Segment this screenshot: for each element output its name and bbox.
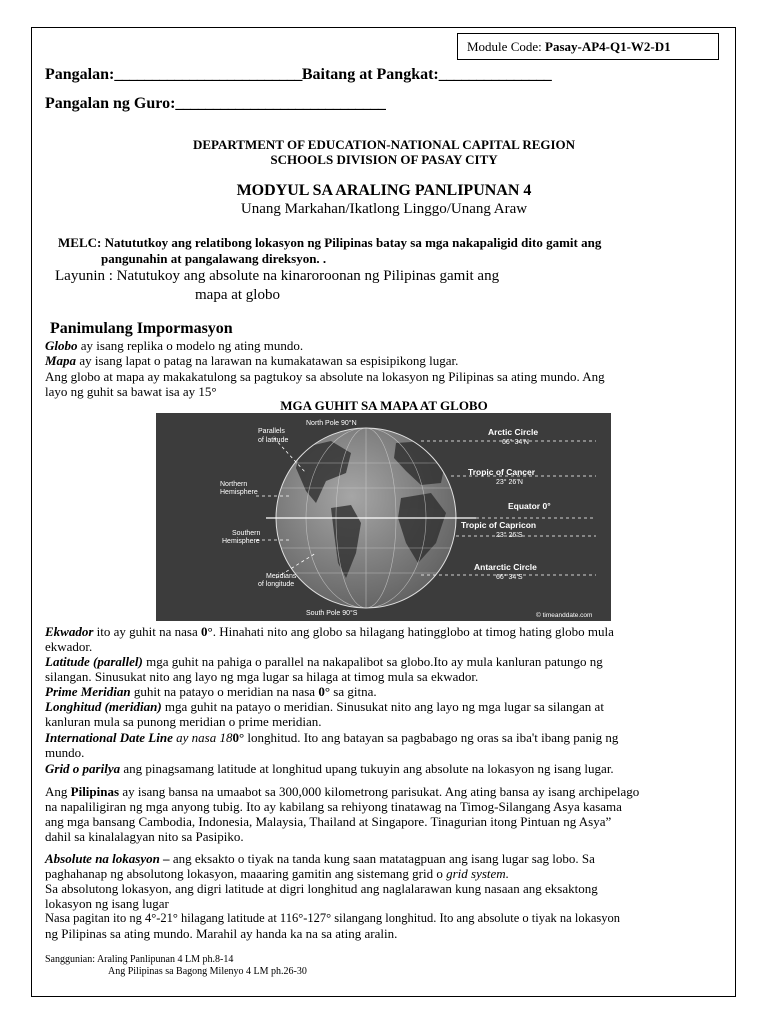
idl-definition — [45, 730, 618, 745]
globe-diagram — [156, 413, 611, 621]
idl-term: International Date Line — [45, 730, 173, 745]
department-heading: DEPARTMENT OF EDUCATION-NATIONAL CAPITAL REGION — [192, 137, 576, 152]
arctic-circle-degree: 66° 34’N — [502, 439, 529, 446]
globe-icon — [266, 428, 476, 608]
layunin-line-2: mapa at globo — [195, 287, 280, 303]
north-pole-label: North Pole 90°N — [306, 420, 357, 427]
prime-meridian-definition — [45, 684, 377, 699]
absolute-line-4: lokasyon ng isang lugar — [45, 896, 169, 911]
prime-meridian-term: Prime Meridian — [45, 684, 131, 699]
tropic-cancer-label: Tropic of Cancer — [468, 467, 536, 477]
intro-line-4: layo ng guhit sa bawat isa ay 15° — [45, 384, 217, 399]
name-label: Pangalan: — [45, 66, 115, 83]
tropic-capricorn-degree: 23° 26’S — [496, 532, 523, 539]
mapa-term: Mapa — [45, 353, 77, 368]
pilipinas-text-a: Ang — [45, 784, 71, 799]
ekwador-definition — [45, 624, 614, 639]
module-title: MODYUL SA ARALING PANLIPUNAN 4 — [236, 182, 532, 199]
name-line[interactable]: _________________________ — [114, 66, 302, 83]
arctic-circle-label: Arctic Circle — [488, 427, 539, 437]
absolute-line-5: Nasa pagitan ito ng 4°-21° hilagang latitude at 116°-127° silangang longhitud. Ito ang absolute o tiyak na lokasyon — [45, 911, 620, 925]
prime-meridian-text-1: guhit na patayo o meridian na nasa — [130, 684, 319, 699]
ekwador-term: Ekwador — [45, 624, 94, 639]
southern-hemisphere-label-1: Southern — [232, 530, 261, 537]
pilipinas-line-3: ang mga bansang Cambodia, Indonesia, Malaysia, Thailand at Singapore. Tinagurian itong Pintuan ng Asya” — [45, 814, 612, 829]
absolute-text-2a: paghahanap ng absolutong lokasyon, maaaring gamitin ang sistemang grid o — [45, 866, 447, 881]
teacher-field-row — [45, 95, 385, 113]
melc-line-1: MELC: Natututkoy ang relatibong lokasyon ng Pilipinas batay sa mga nakapaligid dito gamit ang — [58, 235, 602, 250]
latitude-text: mga guhit na pahiga o parallel na nakapalibot sa globo.Ito ay mula kanluran patungo ng — [142, 654, 603, 669]
meridians-label-1: Meridians — [266, 573, 297, 580]
grid-definition — [45, 761, 614, 776]
absolute-line-1 — [45, 851, 595, 866]
image-credit: © timeanddate.com — [536, 612, 593, 619]
pilipinas-text-c: ay isang bansa na umaabot sa 300,000 kilometrong parisukat. Ang ating bansa ay isang archipelago — [119, 784, 640, 799]
antarctic-circle-label: Antarctic Circle — [474, 562, 537, 572]
module-code-value: Pasay-AP4-Q1-W2-D1 — [545, 39, 671, 54]
name-field-row — [45, 66, 551, 84]
latitude-line-2: silangan. Sinusukat nito ang layo ng mga lugar sa hilaga at timog mula sa ekwador. — [45, 669, 479, 684]
parallels-label-1: Parallels — [258, 428, 285, 435]
longhitud-definition — [45, 699, 604, 714]
pilipinas-term: Pilipinas — [70, 784, 120, 799]
module-code-label: Module Code: — [467, 39, 542, 54]
reference-line-2: Ang Pilipinas sa Bagong Milenyo 4 LM ph.26-30 — [108, 966, 307, 977]
melc-line-2: pangunahin at pangalawang direksyon. . — [101, 251, 327, 266]
antarctic-circle-degree: 66° 34’S — [496, 574, 523, 581]
absolute-term: Absolute na lokasyon – — [45, 851, 170, 866]
latitude-term: Latitude (parallel) — [45, 654, 143, 669]
reference-line-1: Sanggunian: Araling Panlipunan 4 LM ph.8-14 — [45, 954, 234, 965]
ekwador-text-2: . Hinahati nito ang globo sa hilagang hatingglobo at timog hating globo mula — [212, 624, 614, 639]
tropic-capricorn-label: Tropic of Capricon — [461, 520, 537, 530]
latitude-definition — [45, 654, 603, 669]
globo-text: ay isang replika o modelo ng ating mundo. — [77, 338, 304, 353]
layunin-line-1: Layunin : Natutukoy ang absolute na kinaroroonan ng Pilipinas gamit ang — [55, 268, 500, 284]
idl-text-2: longhitud. Ito ang batayan sa pagbabago ng oras sa iba't ibang panig ng — [244, 730, 619, 745]
section-title: Panimulang Impormasyon — [50, 320, 233, 337]
equator-label: Equator 0° — [508, 501, 551, 511]
tropic-cancer-degree: 23° 26’N — [496, 479, 523, 486]
division-heading: SCHOOLS DIVISION OF PASAY CITY — [270, 152, 498, 167]
absolute-line-2 — [45, 866, 509, 881]
longhitud-text: mga guhit na patayo o meridian. Sinusukat nito ang layo ng mga lugar sa silangan at — [161, 699, 604, 714]
module-code-box — [457, 33, 719, 60]
ekwador-zero: 0° — [201, 624, 213, 639]
south-pole-label: South Pole 90°S — [306, 610, 358, 617]
mapa-text: ay isang lapat o patag na larawan na kumakatawan sa espisipikong lugar. — [76, 353, 459, 368]
prime-meridian-text-2: sa gitna. — [330, 684, 377, 699]
idl-text-1: ay nasa 18 — [172, 730, 233, 745]
northern-hemisphere-label-2: Hemisphere — [220, 489, 258, 496]
absolute-text-2b: grid system. — [446, 866, 509, 881]
ekwador-line-2: ekwador. — [45, 639, 93, 654]
northern-hemisphere-label-1: Northern — [220, 481, 248, 488]
figure-title: MGA GUHIT SA MAPA AT GLOBO — [280, 398, 488, 413]
longhitud-line-2: kanluran mula sa punong meridian o prime meridian. — [45, 714, 322, 729]
grid-text: ang pinagsamang latitude at longhitud upang tukuyin ang absolute na lokasyon ng isang lugar. — [120, 761, 614, 776]
absolute-line-3: Sa absolutong lokasyon, ang digri latitude at digri longhitud ang naglalarawan kung nasaan ang eksaktong — [45, 881, 598, 896]
idl-zero: 0° — [232, 730, 245, 745]
ekwador-text-1: ito ay guhit na nasa — [93, 624, 201, 639]
grade-label: Baitang at Pangkat: — [301, 66, 439, 83]
grade-line[interactable]: _______________ — [438, 66, 552, 83]
globo-definition — [45, 338, 303, 353]
absolute-line-6: ng Pilipinas sa ating mundo. Marahil ay handa ka na sa ating aralin. — [45, 926, 398, 941]
longhitud-term: Longhitud (meridian) — [45, 699, 162, 714]
intro-line-3: Ang globo at mapa ay makakatulong sa pagtukoy sa absolute na lokasyon ng Pilipinas sa ating mundo. Ang — [45, 369, 605, 384]
pilipinas-line-1 — [45, 784, 639, 799]
teacher-line[interactable]: ____________________________ — [175, 95, 386, 112]
parallels-label-2: of latitude — [258, 437, 289, 444]
teacher-label: Pangalan ng Guro: — [45, 95, 176, 112]
mapa-definition — [45, 353, 458, 368]
module-subtitle: Unang Markahan/Ikatlong Linggo/Unang Araw — [240, 201, 528, 217]
southern-hemisphere-label-2: Hemisphere — [222, 538, 260, 545]
prime-meridian-zero: 0° — [318, 684, 331, 699]
idl-line-2: mundo. — [45, 745, 85, 760]
pilipinas-line-4: dahil sa kinalalagyan nito sa Pasipiko. — [45, 829, 244, 844]
globo-term: Globo — [45, 338, 78, 353]
grid-term: Grid o parilya — [45, 761, 121, 776]
pilipinas-line-2: na napaliligiran ng mga anyong tubig. Ito ay kabilang sa rehiyong tinatawag na Timog-Silangang Asya kasama — [45, 799, 622, 814]
meridians-label-2: of longitude — [258, 581, 295, 588]
absolute-text-1: ang eksakto o tiyak na tanda kung saan matatagpuan ang isang lugar sag lobo. Sa — [169, 851, 595, 866]
